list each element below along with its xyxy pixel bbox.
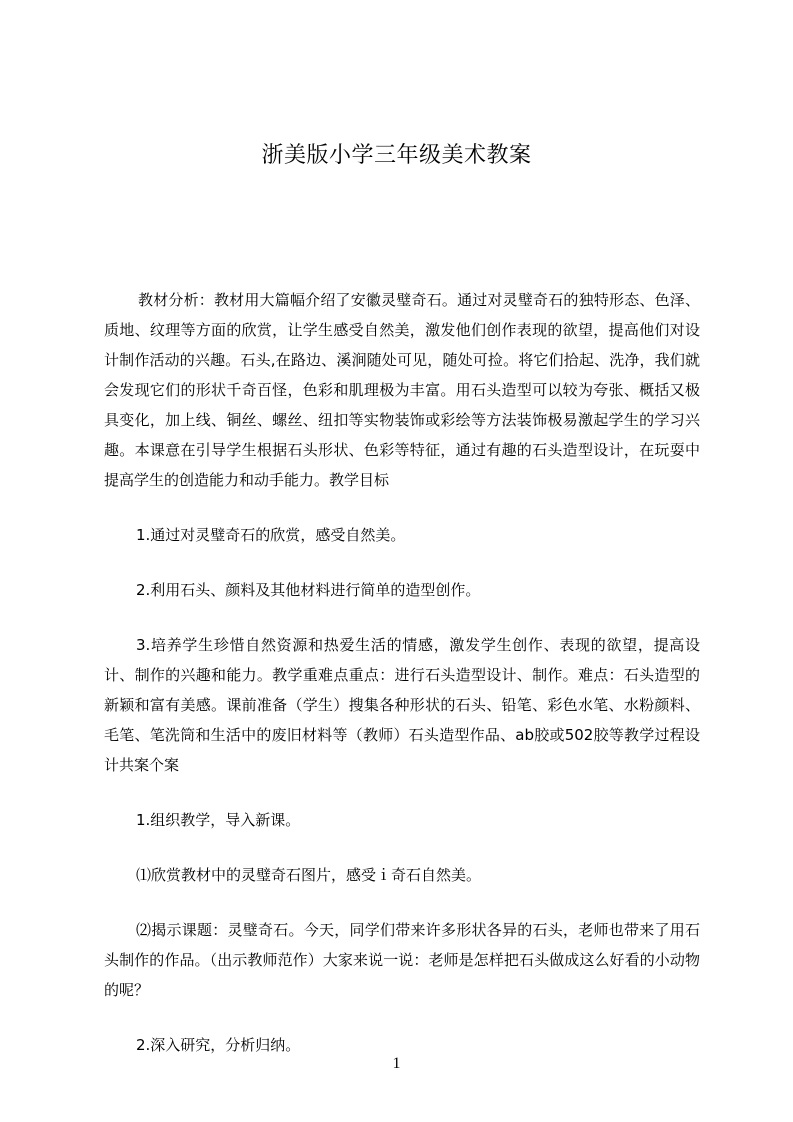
- paragraph-objective-3: 3.培养学生珍惜自然资源和热爱生活的情感，激发学生创作、表现的欲望，提高设计、制作的兴趣和能力。教学重难点重点：进行石头造型设计、制作。难点：石头造型的新颖和富有美感。课前准备（学生）搜集各种形状的石头、铅笔、彩色水笔、水粉颜料、毛笔、笔洗筒和生活中的废旧材料等（教师）石头造型作品、ab胶或502胶等教学过程设计共案个案: [104, 636, 700, 774]
- document-body: [104, 285, 700, 1060]
- paragraph-material-analysis: 教材分析：教材用大篇幅介绍了安徽灵璧奇石。通过对灵璧奇石的独特形态、色泽、质地、纹理等方面的欣赏，让学生感受自然美，激发他们创作表现的欲望，提高他们对设计制作活动的兴趣。石头,在路边、溪涧随处可见，随处可捡。将它们拾起、洗净，我们就会发现它们的形状千奇百怪，色彩和肌理极为丰富。用石头造型可以较为夸张、概括又极具变化，加上线、铜丝、螺丝、纽扣等实物装饰或彩绘等方法装饰极易激起学生的学习兴趣。本课意在引导学生根据石头形状、色彩等特征，通过有趣的石头造型设计，在玩耍中提高学生的创造能力和动手能力。教学目标: [104, 291, 700, 489]
- paragraph-step-2: 2.深入研究，分析归纳。: [136, 1036, 301, 1054]
- paragraph-objective-1: 1.通过对灵璧奇石的欣赏，感受自然美。: [136, 526, 406, 544]
- paragraph-step-1-b: ⑵揭示课题：灵璧奇石。今天，同学们带来许多形状各异的石头，老师也带来了用石头制作的作品。（出示教师范作）大家来说一说：老师是怎样把石头做成这么好看的小动物的呢？: [104, 921, 700, 999]
- paragraph-objective-2: 2.利用石头、颜料及其他材料进行简单的造型创作。: [136, 581, 481, 599]
- document-title: 浙美版小学三年级美术教案: [261, 143, 532, 168]
- paragraph-step-1: 1.组织教学，导入新课。: [136, 811, 301, 829]
- paragraph-step-1-a: ⑴欣赏教材中的灵璧奇石图片，感受ｉ奇石自然美。: [136, 866, 482, 884]
- page-number: 1: [392, 1055, 401, 1072]
